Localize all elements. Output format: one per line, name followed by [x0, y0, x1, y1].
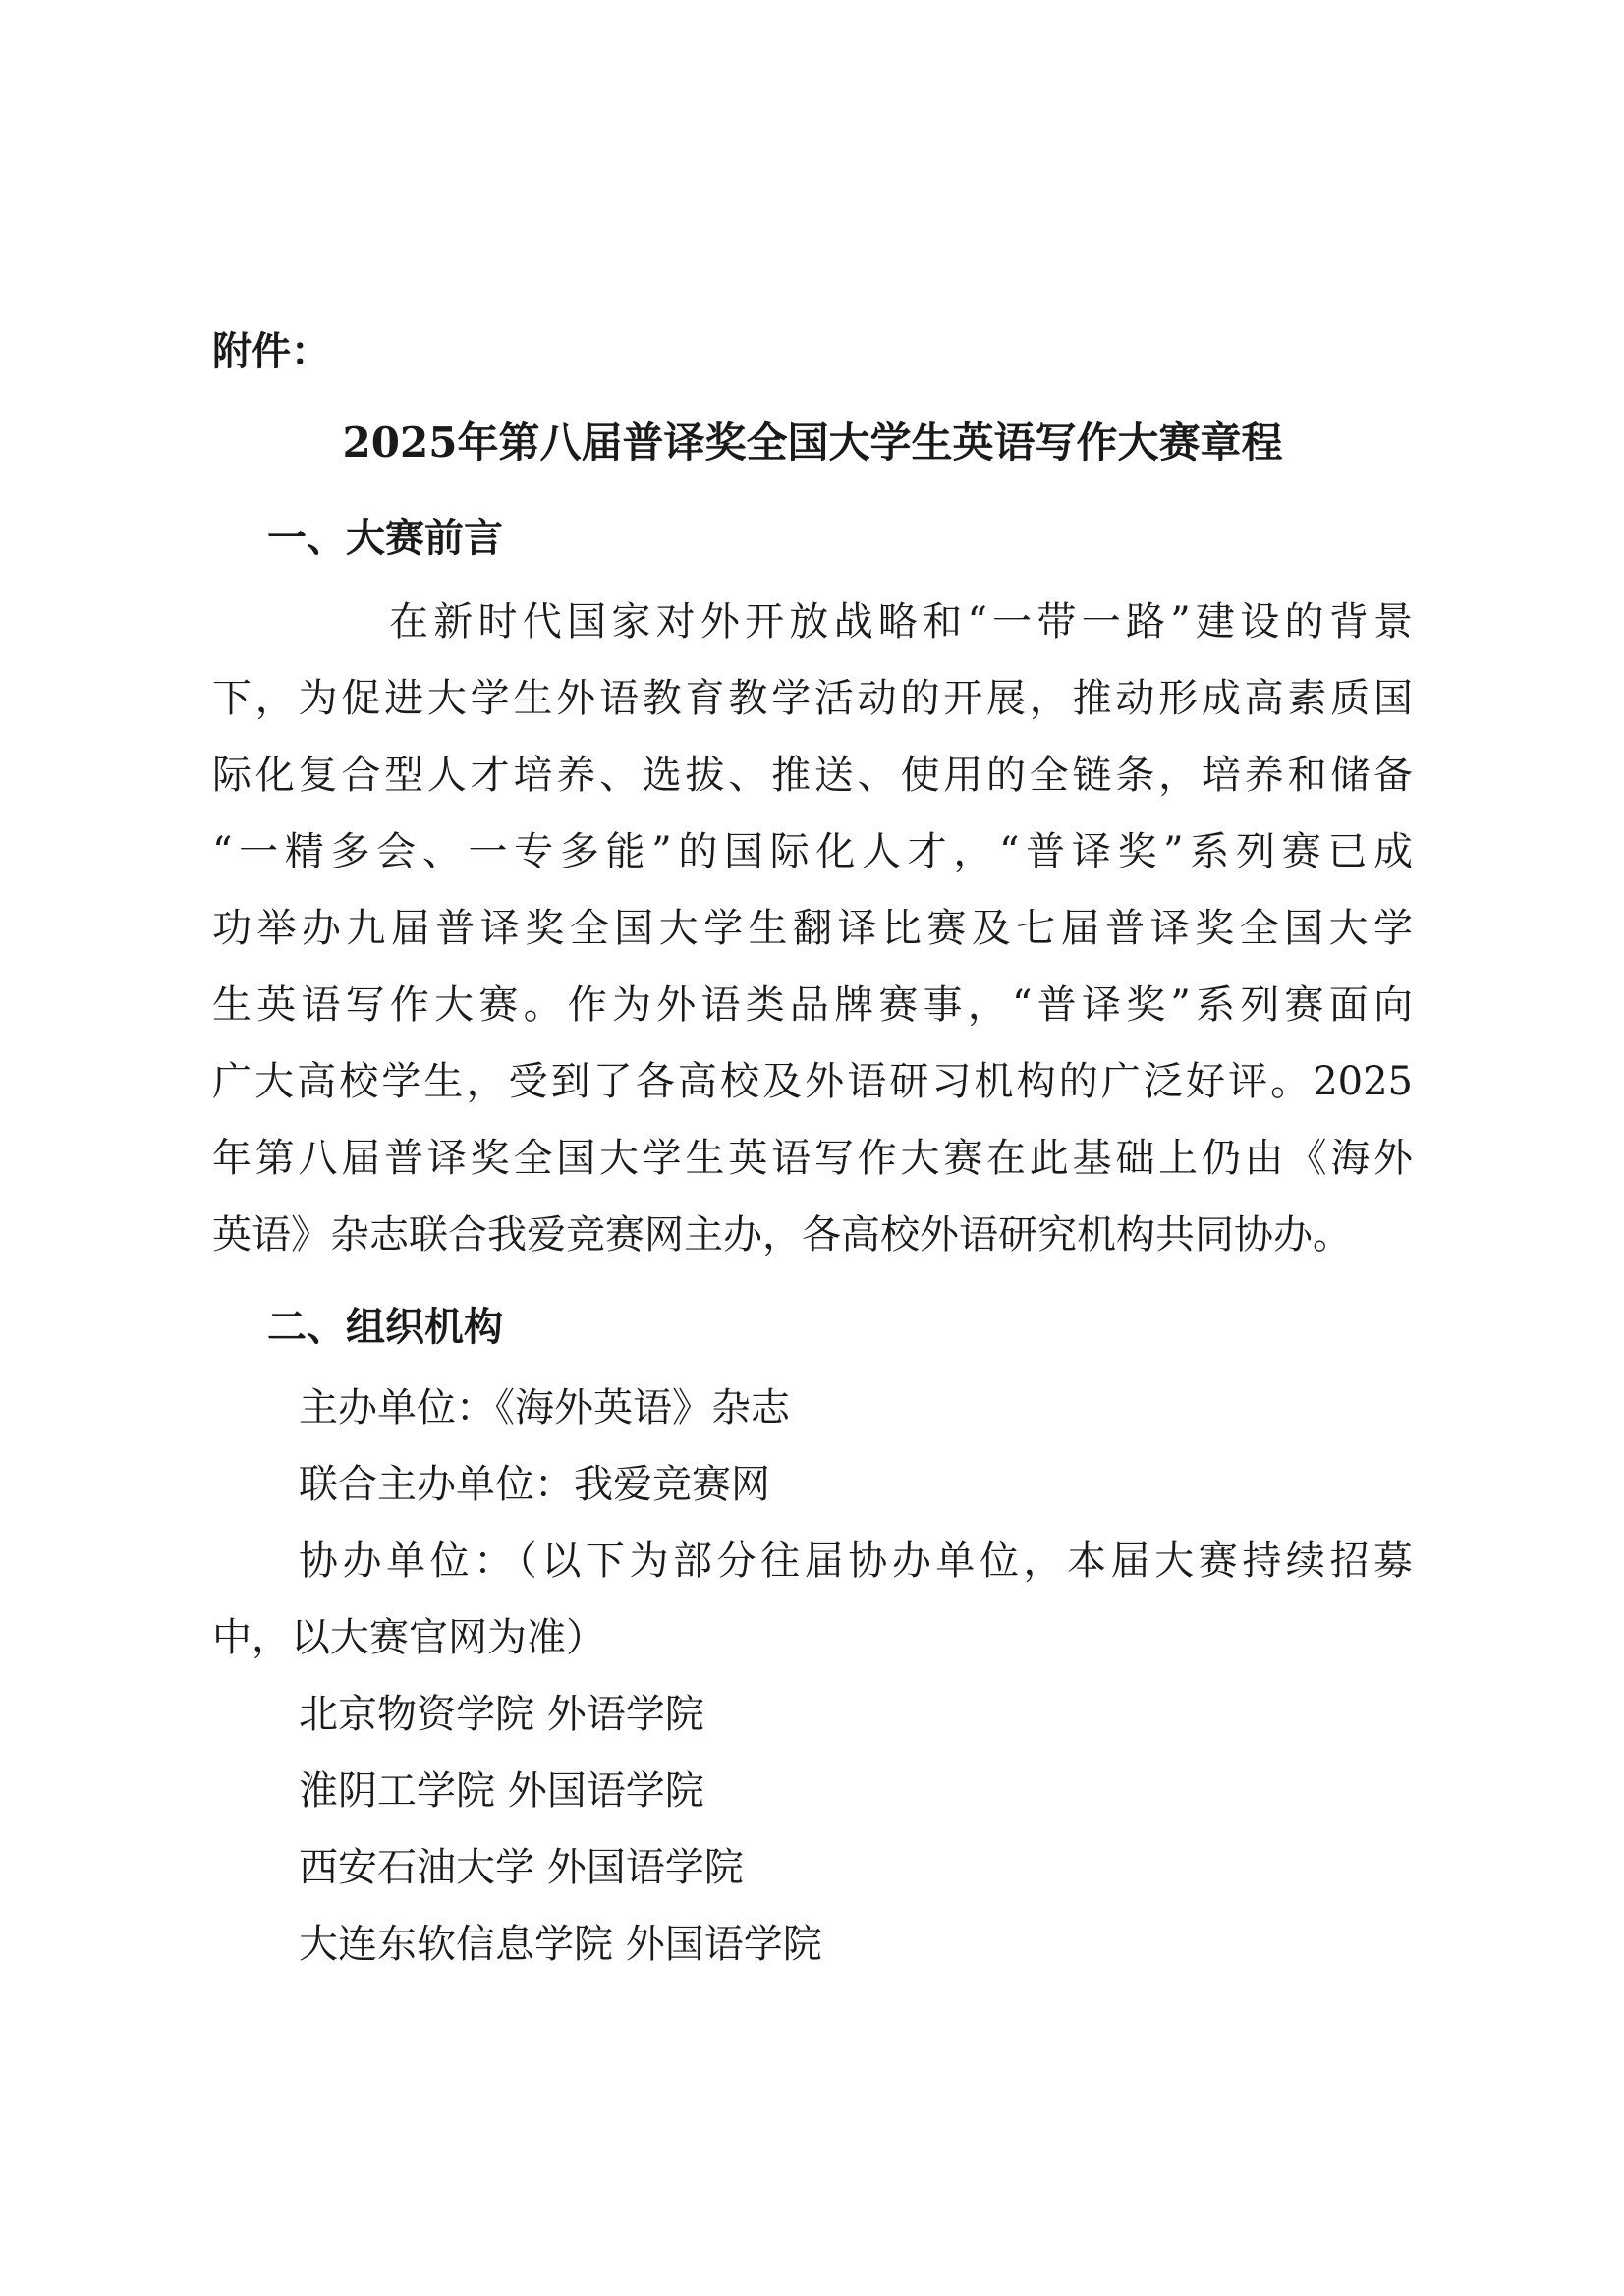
- preface-line: 英语》杂志联合我爱竞赛网主办，各高校外语研究机构共同协办。: [212, 1212, 1352, 1258]
- section-heading-preface: 一、大赛前言: [267, 516, 503, 561]
- host-unit: 主办单位：《海外英语》杂志: [299, 1385, 790, 1430]
- co-organizer-item: 西安石油大学 外国语学院: [299, 1845, 744, 1890]
- preface-line: 际化复合型人才培养、选拔、推送、使用的全链条，培养和储备: [212, 753, 1413, 798]
- preface-line: 功举办九届普译奖全国大学生翻译比赛及七届普译奖全国大学: [212, 906, 1413, 951]
- preface-line: 在新时代国家对外开放战略和“一带一路”建设的背景: [389, 599, 1413, 644]
- preface-line: 下，为促进大学生外语教育教学活动的开展，推动形成高素质国: [212, 676, 1413, 721]
- section-heading-organization: 二、组织机构: [267, 1305, 503, 1350]
- preface-line: 生英语写作大赛。作为外语类品牌赛事，“普译奖”系列赛面向: [212, 982, 1413, 1028]
- preface-line: 年第八届普译奖全国大学生英语写作大赛在此基础上仍由《海外: [212, 1136, 1413, 1181]
- co-organizer-item: 北京物资学院 外语学院: [299, 1692, 704, 1737]
- co-host-unit: 联合主办单位：我爱竞赛网: [299, 1462, 770, 1507]
- co-organizer-intro: 协办单位：（以下为部分往届协办单位，本届大赛持续招募: [299, 1539, 1413, 1584]
- preface-paragraph: [212, 584, 1413, 1273]
- preface-line: “一精多会、一专多能”的国际化人才，“普译奖”系列赛已成: [212, 829, 1413, 874]
- co-organizer-item: 淮阴工学院 外国语学院: [299, 1768, 704, 1814]
- co-organizer-intro-continued: 中，以大赛官网为准）: [212, 1615, 605, 1660]
- document-title: 2025年第八届普译奖全国大学生英语写作大赛章程: [342, 419, 1283, 467]
- attachment-label: 附件：: [212, 329, 330, 374]
- co-organizer-item: 大连东软信息学院 外国语学院: [299, 1922, 822, 1967]
- preface-line: 广大高校学生，受到了各高校及外语研习机构的广泛好评。2025: [212, 1059, 1413, 1104]
